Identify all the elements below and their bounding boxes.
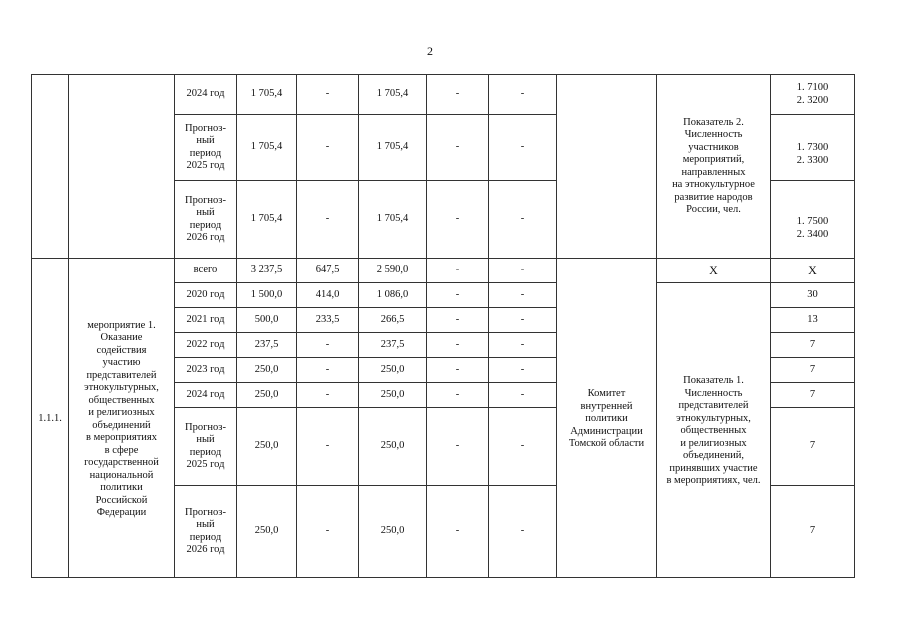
local-cell: - bbox=[427, 358, 489, 383]
name-cell: мероприятие 1. Оказание содействия участию представителей этнокультурных, общественных и религиозных объединений в мероприятиях в сфере государственной национальной политики Российской Федерации bbox=[69, 259, 175, 578]
period-cell: 2021 год bbox=[175, 308, 237, 333]
total-cell: 1 705,4 bbox=[237, 75, 297, 115]
total-cell: 1 705,4 bbox=[237, 181, 297, 259]
regional-cell: 1 705,4 bbox=[359, 115, 427, 181]
regional-cell: 266,5 bbox=[359, 308, 427, 333]
indicator-cell: Показатель 1. Численность представителей этнокультурных, общественных и религиозных объединений, принявших участие в мероприятиях, чел. bbox=[657, 283, 771, 578]
value-x-cell: Х bbox=[771, 259, 855, 283]
regional-cell: 2 590,0 bbox=[359, 259, 427, 283]
federal-cell: - bbox=[297, 75, 359, 115]
regional-cell: 1 705,4 bbox=[359, 181, 427, 259]
local-cell: - bbox=[427, 333, 489, 358]
program-table bbox=[31, 74, 855, 578]
value-cell: 7 bbox=[771, 486, 855, 578]
value-cell: 1. 7500 2. 3400 bbox=[771, 181, 855, 259]
extra-cell: - bbox=[489, 308, 557, 333]
period-cell: Прогноз- ный период 2026 год bbox=[175, 181, 237, 259]
federal-cell: 233,5 bbox=[297, 308, 359, 333]
regional-cell: 250,0 bbox=[359, 408, 427, 486]
local-cell: - bbox=[427, 486, 489, 578]
extra-cell: - bbox=[489, 259, 557, 283]
federal-cell: - bbox=[297, 181, 359, 259]
federal-cell: - bbox=[297, 333, 359, 358]
regional-cell: 1 086,0 bbox=[359, 283, 427, 308]
federal-cell: - bbox=[297, 115, 359, 181]
period-cell: 2023 год bbox=[175, 358, 237, 383]
regional-cell: 237,5 bbox=[359, 333, 427, 358]
period-cell: Прогноз- ный период 2025 год bbox=[175, 408, 237, 486]
indicator-x-cell: Х bbox=[657, 259, 771, 283]
page-number: 2 bbox=[427, 44, 433, 58]
local-cell: - bbox=[427, 308, 489, 333]
period-cell: Прогноз- ный период 2025 год bbox=[175, 115, 237, 181]
code-cell: 1.1.1. bbox=[32, 259, 69, 578]
total-cell: 250,0 bbox=[237, 486, 297, 578]
table-row bbox=[32, 75, 855, 115]
period-cell: всего bbox=[175, 259, 237, 283]
total-cell: 1 705,4 bbox=[237, 115, 297, 181]
extra-cell: - bbox=[489, 283, 557, 308]
federal-cell: - bbox=[297, 486, 359, 578]
value-cell: 30 bbox=[771, 283, 855, 308]
federal-cell: - bbox=[297, 408, 359, 486]
period-cell: 2024 год bbox=[175, 383, 237, 408]
local-cell: - bbox=[427, 115, 489, 181]
regional-cell: 250,0 bbox=[359, 358, 427, 383]
total-cell: 237,5 bbox=[237, 333, 297, 358]
total-cell: 250,0 bbox=[237, 408, 297, 486]
extra-cell: - bbox=[489, 115, 557, 181]
extra-cell: - bbox=[489, 181, 557, 259]
value-cell: 13 bbox=[771, 308, 855, 333]
value-cell: 7 bbox=[771, 358, 855, 383]
indicator-cell: Показатель 2. Численность участников мероприятий, направленных на этнокультурное развитие народов России, чел. bbox=[657, 75, 771, 259]
federal-cell: 414,0 bbox=[297, 283, 359, 308]
value-cell: 1. 7300 2. 3300 bbox=[771, 115, 855, 181]
local-cell: - bbox=[427, 283, 489, 308]
value-cell: 7 bbox=[771, 333, 855, 358]
extra-cell: - bbox=[489, 75, 557, 115]
extra-cell: - bbox=[489, 408, 557, 486]
extra-cell: - bbox=[489, 486, 557, 578]
federal-cell: - bbox=[297, 358, 359, 383]
total-cell: 250,0 bbox=[237, 383, 297, 408]
period-cell: 2020 год bbox=[175, 283, 237, 308]
period-cell: 2024 год bbox=[175, 75, 237, 115]
federal-cell: - bbox=[297, 383, 359, 408]
regional-cell: 1 705,4 bbox=[359, 75, 427, 115]
total-cell: 1 500,0 bbox=[237, 283, 297, 308]
value-cell: 7 bbox=[771, 383, 855, 408]
table-row bbox=[32, 259, 855, 283]
total-cell: 3 237,5 bbox=[237, 259, 297, 283]
period-cell: Прогноз- ный период 2026 год bbox=[175, 486, 237, 578]
regional-cell: 250,0 bbox=[359, 486, 427, 578]
executor-cell: Комитет внутренней политики Администрации Томской области bbox=[557, 259, 657, 578]
extra-cell: - bbox=[489, 358, 557, 383]
name-cell bbox=[69, 75, 175, 259]
local-cell: - bbox=[427, 383, 489, 408]
total-cell: 500,0 bbox=[237, 308, 297, 333]
local-cell: - bbox=[427, 408, 489, 486]
period-cell: 2022 год bbox=[175, 333, 237, 358]
federal-cell: 647,5 bbox=[297, 259, 359, 283]
local-cell: - bbox=[427, 75, 489, 115]
local-cell: - bbox=[427, 181, 489, 259]
executor-cell bbox=[557, 75, 657, 259]
local-cell: - bbox=[427, 259, 489, 283]
value-cell: 7 bbox=[771, 408, 855, 486]
total-cell: 250,0 bbox=[237, 358, 297, 383]
extra-cell: - bbox=[489, 383, 557, 408]
extra-cell: - bbox=[489, 333, 557, 358]
value-cell: 1. 7100 2. 3200 bbox=[771, 75, 855, 115]
regional-cell: 250,0 bbox=[359, 383, 427, 408]
code-cell bbox=[32, 75, 69, 259]
